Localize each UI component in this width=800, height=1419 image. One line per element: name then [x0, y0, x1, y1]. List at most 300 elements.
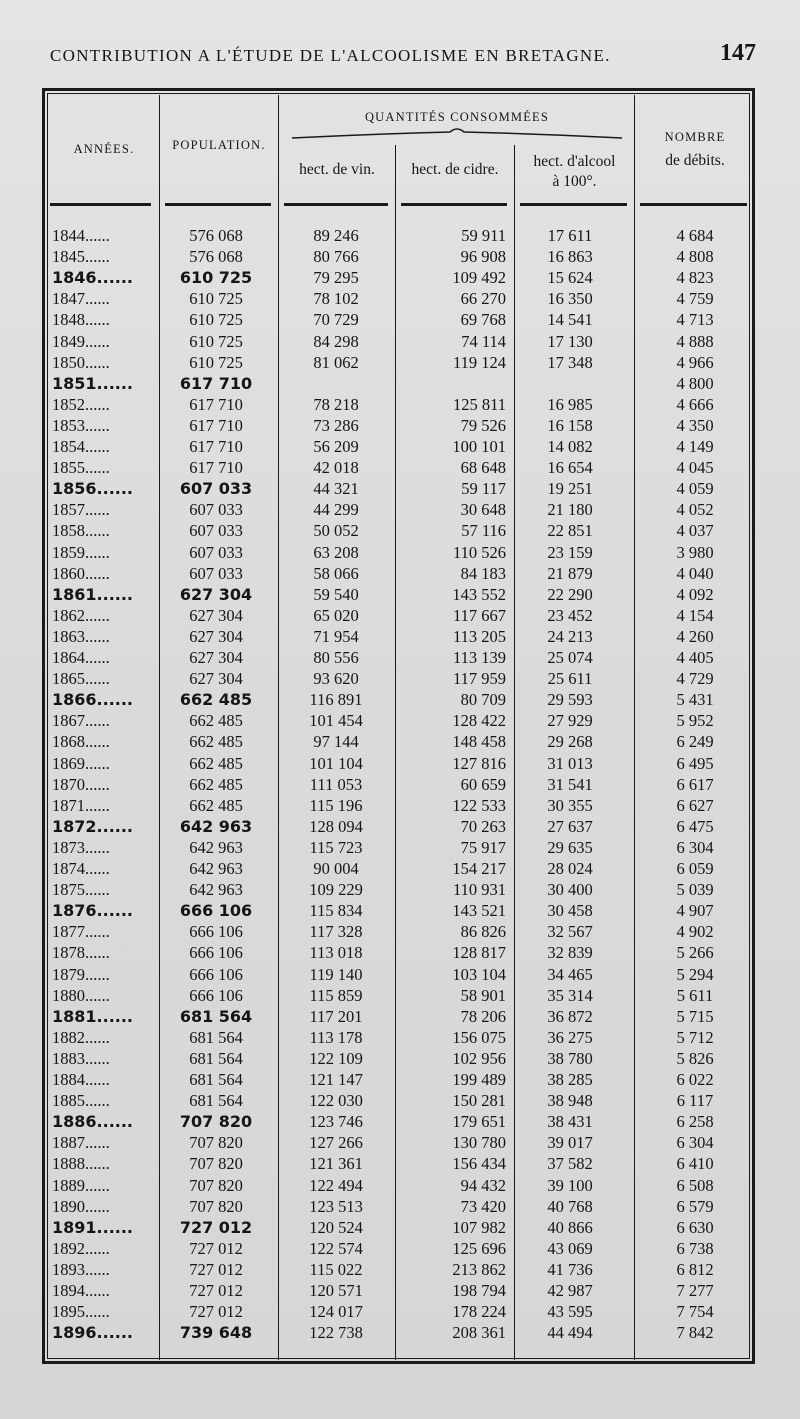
- population-cell: 617 710: [189, 437, 243, 456]
- header-rule: [640, 203, 747, 206]
- table-row: [0, 226, 800, 247]
- outlets-cell: 5 826: [676, 1048, 714, 1068]
- alcohol-cell: 16 985: [547, 394, 593, 414]
- year-cell: 1874......: [52, 859, 110, 878]
- alcohol-cell: 42 987: [547, 1281, 593, 1300]
- population-cell: 627 304: [189, 648, 243, 667]
- population-cell: 707 820: [189, 1196, 243, 1216]
- alcohol-cell: 17 130: [547, 331, 593, 351]
- year-cell: 1862......: [52, 605, 110, 625]
- cider-cell: 58 901: [460, 985, 506, 1005]
- cider-cell: 213 862: [452, 1259, 506, 1279]
- wine-cell: 90 004: [313, 859, 359, 878]
- population-cell: 662 485: [189, 774, 243, 794]
- outlets-cell: 5 712: [676, 1027, 714, 1047]
- year-cell: 1881......: [52, 1006, 133, 1026]
- population-cell: 642 963: [189, 837, 243, 857]
- cider-cell: 150 281: [452, 1091, 506, 1111]
- year-cell: 1895......: [52, 1302, 110, 1322]
- outlets-cell: 4 888: [676, 331, 714, 351]
- outlets-cell: 6 304: [676, 1133, 714, 1153]
- alcohol-cell: 21 180: [547, 500, 593, 520]
- population-cell: 707 820: [189, 1154, 243, 1174]
- wine-cell: 101 104: [309, 753, 363, 773]
- wine-cell: 117 328: [309, 922, 363, 942]
- cider-cell: 110 526: [452, 542, 506, 562]
- cider-cell: 103 104: [452, 964, 506, 984]
- wine-cell: 119 140: [309, 964, 363, 984]
- wine-cell: 123 746: [309, 1112, 363, 1132]
- table-row: [0, 627, 800, 648]
- table-row: [0, 1091, 800, 1112]
- alcohol-cell: 39 017: [547, 1133, 593, 1153]
- wine-cell: 115 834: [309, 901, 363, 921]
- outlets-cell: 4 154: [676, 605, 714, 625]
- wine-cell: 78 218: [313, 394, 359, 414]
- population-cell: 681 564: [189, 1070, 243, 1089]
- cider-cell: 128 422: [452, 711, 506, 731]
- wine-cell: 79 295: [313, 268, 359, 288]
- alcohol-cell: 16 863: [547, 247, 593, 267]
- alcohol-cell: 36 872: [547, 1006, 593, 1026]
- cider-cell: 66 270: [460, 289, 506, 309]
- table-row: [0, 943, 800, 964]
- outlets-cell: 6 627: [676, 795, 714, 815]
- wine-cell: 44 299: [313, 500, 359, 520]
- year-cell: 1854......: [52, 437, 110, 456]
- population-cell: 666 106: [189, 943, 243, 963]
- cider-cell: 125 811: [452, 394, 506, 414]
- table-row: [0, 1197, 800, 1218]
- table-row: [0, 922, 800, 943]
- population-cell: 610 725: [189, 352, 243, 372]
- alcohol-cell: 32 567: [547, 922, 593, 942]
- outlets-cell: 4 260: [676, 626, 714, 646]
- wine-cell: 78 102: [313, 289, 359, 309]
- outlets-cell: 4 666: [676, 394, 714, 414]
- alcohol-cell: 23 452: [547, 605, 593, 625]
- year-cell: 1882......: [52, 1027, 110, 1047]
- wine-cell: 127 266: [309, 1133, 363, 1153]
- table-row: [0, 754, 800, 775]
- cider-cell: 127 816: [452, 753, 506, 773]
- header-population: POPULATION.: [172, 138, 266, 152]
- population-cell: 576 068: [189, 226, 243, 245]
- table-row: [0, 416, 800, 437]
- table-row: [0, 1239, 800, 1260]
- population-cell: 662 485: [179, 690, 253, 710]
- table-row: [0, 521, 800, 542]
- outlets-cell: 6 410: [676, 1154, 714, 1174]
- population-cell: 681 564: [189, 1091, 243, 1111]
- header-rule: [284, 203, 388, 206]
- population-cell: 627 304: [189, 626, 243, 646]
- alcohol-cell: 29 635: [547, 837, 593, 857]
- table-row: [0, 1302, 800, 1323]
- alcohol-cell: 43 069: [547, 1238, 593, 1258]
- year-cell: 1896......: [52, 1323, 133, 1343]
- outlets-cell: 6 249: [676, 732, 714, 752]
- header-alcool-line2: à 100°.: [552, 173, 597, 190]
- table-row: [0, 1112, 800, 1133]
- cider-cell: 128 817: [452, 943, 506, 963]
- population-cell: 627 304: [189, 669, 243, 689]
- population-cell: 666 106: [189, 985, 243, 1005]
- table-row: [0, 648, 800, 669]
- alcohol-cell: 31 541: [547, 774, 593, 794]
- table-row: [0, 332, 800, 353]
- alcohol-cell: 19 251: [547, 479, 593, 499]
- outlets-cell: 6 059: [676, 859, 714, 878]
- year-cell: 1877......: [52, 922, 110, 942]
- header-alcool: [515, 152, 634, 192]
- header-vin: hect. de vin.: [299, 161, 375, 178]
- wine-cell: 115 723: [309, 837, 363, 857]
- header-nombre-line1: NOMBRE: [664, 130, 726, 144]
- table-row: [0, 1218, 800, 1239]
- wine-cell: 128 094: [309, 816, 363, 836]
- page-number: 147: [720, 40, 756, 66]
- alcohol-cell: 38 948: [547, 1091, 593, 1111]
- table-row: [0, 247, 800, 268]
- alcohol-cell: 38 780: [547, 1048, 593, 1068]
- year-cell: 1853......: [52, 415, 110, 435]
- year-cell: 1894......: [52, 1281, 110, 1300]
- outlets-cell: 4 823: [676, 268, 714, 288]
- cider-cell: 30 648: [460, 500, 506, 520]
- cider-cell: 75 917: [460, 837, 506, 857]
- cider-cell: 148 458: [452, 732, 506, 752]
- table-row: [0, 732, 800, 753]
- table-row: [0, 1154, 800, 1175]
- cider-cell: 107 982: [452, 1217, 506, 1237]
- wine-cell: 59 540: [313, 584, 359, 604]
- table-row: [0, 1176, 800, 1197]
- cider-cell: 80 709: [460, 690, 506, 710]
- year-cell: 1865......: [52, 669, 110, 689]
- table-row: [0, 606, 800, 627]
- cider-cell: 86 826: [460, 922, 506, 942]
- alcohol-cell: 16 158: [547, 415, 593, 435]
- alcohol-cell: 38 285: [547, 1070, 593, 1089]
- table-row: [0, 458, 800, 479]
- alcohol-cell: 32 839: [547, 943, 593, 963]
- outlets-cell: 6 117: [676, 1091, 714, 1111]
- wine-cell: 50 052: [313, 521, 359, 541]
- table-row: [0, 880, 800, 901]
- alcohol-cell: 31 013: [547, 753, 593, 773]
- year-cell: 1875......: [52, 880, 110, 900]
- year-cell: 1859......: [52, 542, 110, 562]
- population-cell: 681 564: [189, 1027, 243, 1047]
- wine-cell: 80 556: [313, 648, 359, 667]
- population-cell: 607 033: [189, 521, 243, 541]
- alcohol-cell: 30 400: [547, 880, 593, 900]
- population-cell: 617 710: [179, 373, 253, 393]
- population-cell: 727 012: [189, 1238, 243, 1258]
- outlets-cell: 4 037: [676, 521, 714, 541]
- cider-cell: 122 533: [452, 795, 506, 815]
- wine-cell: 70 729: [313, 310, 359, 330]
- year-cell: 1861......: [52, 584, 133, 604]
- table-row: [0, 965, 800, 986]
- year-cell: 1866......: [52, 690, 133, 710]
- year-cell: 1891......: [52, 1217, 133, 1237]
- wine-cell: 101 454: [309, 711, 363, 731]
- table-row: [0, 353, 800, 374]
- outlets-cell: 5 431: [676, 690, 714, 710]
- population-cell: 727 012: [189, 1259, 243, 1279]
- cider-cell: 117 959: [452, 669, 506, 689]
- wine-cell: 113 018: [309, 943, 363, 963]
- outlets-cell: 4 800: [676, 373, 714, 393]
- outlets-cell: 7 277: [676, 1281, 714, 1300]
- table-row: [0, 437, 800, 458]
- cider-cell: 79 526: [460, 415, 506, 435]
- outlets-cell: 3 980: [676, 542, 714, 562]
- table-row: [0, 310, 800, 331]
- population-cell: 739 648: [179, 1323, 253, 1343]
- outlets-cell: 6 630: [676, 1217, 714, 1237]
- table-row: [0, 395, 800, 416]
- table-row: [0, 838, 800, 859]
- wine-cell: 121 147: [309, 1070, 363, 1089]
- table-row: [0, 1049, 800, 1070]
- cider-cell: 69 768: [460, 310, 506, 330]
- year-cell: 1884......: [52, 1070, 110, 1089]
- outlets-cell: 6 495: [676, 753, 714, 773]
- outlets-cell: 4 059: [676, 479, 714, 499]
- outlets-cell: 6 508: [676, 1175, 714, 1195]
- outlets-cell: 5 952: [676, 711, 714, 731]
- population-cell: 681 564: [179, 1006, 253, 1026]
- population-cell: 607 033: [189, 563, 243, 583]
- population-cell: 610 725: [189, 310, 243, 330]
- cider-cell: 178 224: [452, 1302, 506, 1322]
- population-cell: 727 012: [189, 1302, 243, 1322]
- wine-cell: 122 574: [309, 1238, 363, 1258]
- wine-cell: 89 246: [313, 226, 359, 245]
- header-annees: ANNÉES.: [73, 142, 135, 156]
- outlets-cell: 6 738: [676, 1238, 714, 1258]
- cider-cell: 68 648: [460, 458, 506, 478]
- wine-cell: 109 229: [309, 880, 363, 900]
- cider-cell: 143 552: [452, 584, 506, 604]
- cider-cell: 73 420: [460, 1196, 506, 1216]
- cider-cell: 84 183: [460, 563, 506, 583]
- cider-cell: 208 361: [452, 1323, 506, 1343]
- cider-cell: 94 432: [460, 1175, 506, 1195]
- wine-cell: 42 018: [313, 458, 359, 478]
- year-cell: 1870......: [52, 774, 110, 794]
- table-row: [0, 690, 800, 711]
- outlets-cell: 4 149: [676, 437, 714, 456]
- outlets-cell: 6 022: [676, 1070, 714, 1089]
- cider-cell: 198 794: [452, 1281, 506, 1300]
- year-cell: 1887......: [52, 1133, 110, 1153]
- population-cell: 607 033: [189, 542, 243, 562]
- table-row: [0, 1028, 800, 1049]
- population-cell: 707 820: [179, 1112, 253, 1132]
- cider-cell: 117 667: [452, 605, 506, 625]
- year-cell: 1885......: [52, 1091, 110, 1111]
- population-cell: 642 963: [179, 816, 253, 836]
- alcohol-cell: 25 611: [547, 669, 593, 689]
- running-title: CONTRIBUTION A L'ÉTUDE DE L'ALCOOLISME EN BRETAGNE.: [50, 46, 611, 65]
- cider-cell: 59 911: [461, 226, 506, 245]
- cider-cell: 179 651: [452, 1112, 506, 1132]
- wine-cell: 58 066: [313, 563, 359, 583]
- population-cell: 662 485: [189, 753, 243, 773]
- alcohol-cell: 28 024: [547, 859, 593, 878]
- cider-cell: 119 124: [452, 352, 506, 372]
- year-cell: 1886......: [52, 1112, 133, 1132]
- outlets-cell: 6 475: [676, 816, 714, 836]
- wine-cell: 122 109: [309, 1048, 363, 1068]
- wine-cell: 56 209: [313, 437, 359, 456]
- alcohol-cell: 21 879: [547, 563, 593, 583]
- alcohol-cell: 24 213: [547, 626, 593, 646]
- outlets-cell: 6 258: [676, 1112, 714, 1132]
- alcohol-cell: 39 100: [547, 1175, 593, 1195]
- header-nombre-line2: de débits.: [665, 152, 725, 169]
- table-row: [0, 1260, 800, 1281]
- alcohol-cell: 43 595: [547, 1302, 593, 1322]
- table-row: [0, 500, 800, 521]
- alcohol-cell: 17 611: [547, 226, 593, 245]
- table-row: [0, 1007, 800, 1028]
- wine-cell: 65 020: [313, 605, 359, 625]
- alcohol-cell: 37 582: [547, 1154, 593, 1174]
- alcohol-cell: 22 851: [547, 521, 593, 541]
- population-cell: 662 485: [189, 795, 243, 815]
- header-cidre: hect. de cidre.: [411, 161, 499, 178]
- table-row: [0, 268, 800, 289]
- year-cell: 1845......: [52, 247, 110, 267]
- year-cell: 1892......: [52, 1238, 110, 1258]
- outlets-cell: 4 713: [676, 310, 714, 330]
- table-row: [0, 901, 800, 922]
- outlets-cell: 4 729: [676, 669, 714, 689]
- cider-cell: 113 139: [452, 648, 506, 667]
- alcohol-cell: 30 355: [547, 795, 593, 815]
- year-cell: 1872......: [52, 816, 133, 836]
- year-cell: 1856......: [52, 479, 133, 499]
- cider-cell: 60 659: [460, 774, 506, 794]
- year-cell: 1847......: [52, 289, 110, 309]
- cider-cell: 113 205: [452, 626, 506, 646]
- population-cell: 707 820: [189, 1175, 243, 1195]
- table-row: [0, 1281, 800, 1302]
- alcohol-cell: 14 082: [547, 437, 593, 456]
- outlets-cell: 5 039: [676, 880, 714, 900]
- year-cell: 1844......: [52, 226, 110, 245]
- cider-cell: 96 908: [460, 247, 506, 267]
- alcohol-cell: 15 624: [547, 268, 593, 288]
- population-cell: 707 820: [189, 1133, 243, 1153]
- population-cell: 617 710: [189, 415, 243, 435]
- header-quantites: QUANTITÉS CONSOMMÉES: [364, 110, 550, 124]
- cider-cell: 156 434: [452, 1154, 506, 1174]
- outlets-cell: 5 715: [676, 1006, 714, 1026]
- table-row: [0, 1133, 800, 1154]
- population-cell: 627 304: [189, 605, 243, 625]
- table-row: [0, 711, 800, 732]
- table-row: [0, 564, 800, 585]
- table-row: [0, 1323, 800, 1344]
- cider-cell: 125 696: [452, 1238, 506, 1258]
- alcohol-cell: 27 637: [547, 816, 593, 836]
- year-cell: 1879......: [52, 964, 110, 984]
- alcohol-cell: 22 290: [547, 584, 593, 604]
- cider-cell: 74 114: [461, 331, 506, 351]
- table-row: [0, 543, 800, 564]
- header-rule: [520, 203, 627, 206]
- outlets-cell: 4 684: [676, 226, 714, 245]
- year-cell: 1860......: [52, 563, 110, 583]
- population-cell: 727 012: [189, 1281, 243, 1300]
- wine-cell: 63 208: [313, 542, 359, 562]
- outlets-cell: 4 907: [676, 901, 714, 921]
- table-row: [0, 374, 800, 395]
- alcohol-cell: 35 314: [547, 985, 593, 1005]
- year-cell: 1876......: [52, 901, 133, 921]
- year-cell: 1855......: [52, 458, 110, 478]
- table-row: [0, 796, 800, 817]
- cider-cell: 154 217: [452, 859, 506, 878]
- year-cell: 1867......: [52, 711, 110, 731]
- outlets-cell: 4 808: [676, 247, 714, 267]
- population-cell: 727 012: [179, 1217, 253, 1237]
- wine-cell: 84 298: [313, 331, 359, 351]
- year-cell: 1868......: [52, 732, 110, 752]
- wine-cell: 117 201: [309, 1006, 363, 1026]
- population-cell: 642 963: [189, 880, 243, 900]
- year-cell: 1871......: [52, 795, 110, 815]
- population-cell: 642 963: [189, 859, 243, 878]
- alcohol-cell: 40 866: [547, 1217, 593, 1237]
- population-cell: 607 033: [189, 500, 243, 520]
- outlets-cell: 4 350: [676, 415, 714, 435]
- year-cell: 1880......: [52, 985, 110, 1005]
- year-cell: 1849......: [52, 331, 110, 351]
- cider-cell: 156 075: [452, 1027, 506, 1047]
- wine-cell: 115 022: [309, 1259, 363, 1279]
- table-row: [0, 585, 800, 606]
- wine-cell: 80 766: [313, 247, 359, 267]
- alcohol-cell: 41 736: [547, 1259, 593, 1279]
- population-cell: 666 106: [179, 901, 253, 921]
- wine-cell: 124 017: [309, 1302, 363, 1322]
- wine-cell: 111 053: [309, 774, 363, 794]
- wine-cell: 93 620: [313, 669, 359, 689]
- alcohol-cell: 25 074: [547, 648, 593, 667]
- population-cell: 627 304: [179, 584, 253, 604]
- cider-cell: 59 117: [461, 479, 506, 499]
- wine-cell: 97 144: [313, 732, 359, 752]
- year-cell: 1857......: [52, 500, 110, 520]
- year-cell: 1883......: [52, 1048, 110, 1068]
- population-cell: 617 710: [189, 458, 243, 478]
- cider-cell: 100 101: [452, 437, 506, 456]
- running-head: [50, 40, 760, 74]
- year-cell: 1848......: [52, 310, 110, 330]
- table-row: [0, 817, 800, 838]
- wine-cell: 122 494: [309, 1175, 363, 1195]
- wine-cell: 120 571: [309, 1281, 363, 1300]
- cider-cell: 57 116: [461, 521, 506, 541]
- outlets-cell: 4 040: [676, 563, 714, 583]
